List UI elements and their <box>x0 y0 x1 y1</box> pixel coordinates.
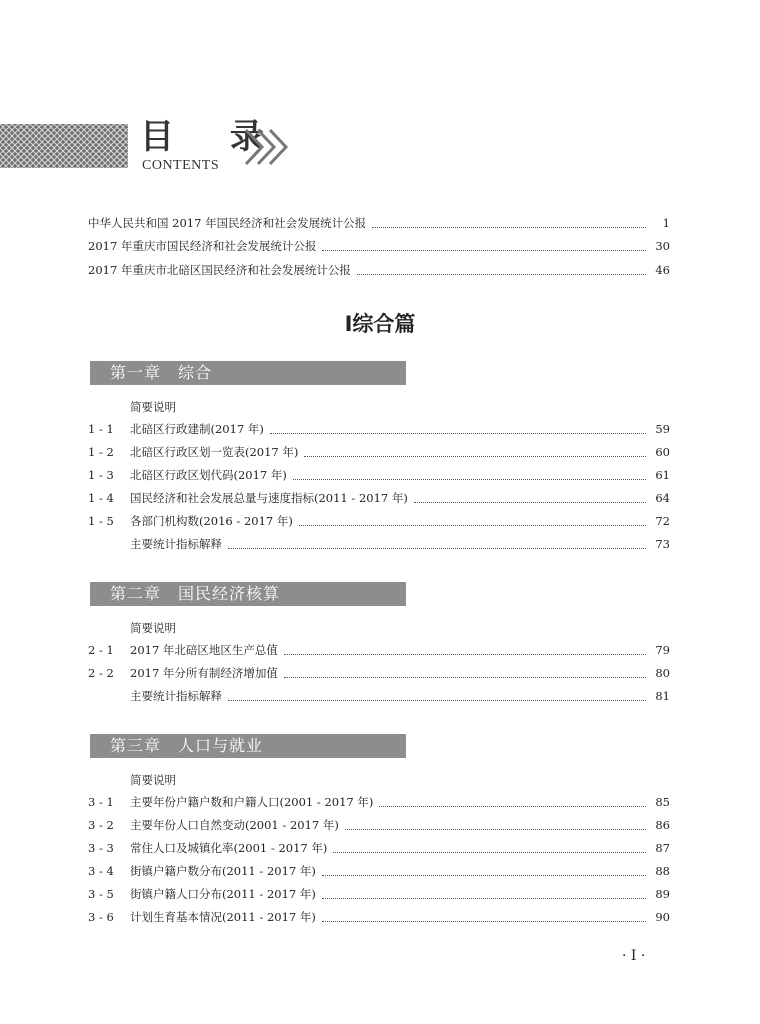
toc-entry-title: 常住人口及城镇化率(2001 - 2017 年) <box>130 841 328 855</box>
dot-leader <box>304 448 646 457</box>
toc-entry[interactable] <box>88 444 670 460</box>
toc-entry-title: 主要年份人口自然变动(2001 - 2017 年) <box>130 818 339 832</box>
page-number-ref: 73 <box>655 537 670 551</box>
toc-entry-title: 2017 年重庆市国民经济和社会发展统计公报 <box>88 239 317 253</box>
chapter-intro[interactable]: 简要说明 <box>130 621 176 635</box>
page-number-ref: 90 <box>655 910 670 924</box>
table-number: 1 - 3 <box>88 468 114 482</box>
page-number-ref: 89 <box>655 887 670 901</box>
page-number-ref: 88 <box>655 864 670 878</box>
toc-entry-title: 中华人民共和国 2017 年国民经济和社会发展统计公报 <box>88 216 367 230</box>
toc-entry[interactable] <box>88 642 670 658</box>
chapter-heading[interactable]: 第三章 人口与就业 <box>90 734 406 758</box>
toc-entry[interactable] <box>88 490 670 506</box>
toc-entry-title: 国民经济和社会发展总量与速度指标(2011 - 2017 年) <box>130 491 408 505</box>
toc-entry[interactable] <box>88 840 670 856</box>
table-number: 1 - 4 <box>88 491 114 505</box>
table-number: 1 - 1 <box>88 422 114 436</box>
toc-entry[interactable] <box>88 238 670 254</box>
toc-entry-title: 2017 年分所有制经济增加值 <box>130 666 278 680</box>
toc-entry[interactable] <box>88 513 670 529</box>
dot-leader <box>284 646 646 655</box>
table-number: 1 - 5 <box>88 514 114 528</box>
toc-entry-title: 主要年份户籍户数和户籍人口(2001 - 2017 年) <box>130 795 374 809</box>
toc-entry[interactable] <box>88 863 670 879</box>
toc-heading: 目 录 <box>140 117 286 157</box>
section-title: Ⅰ综合篇 <box>344 312 416 336</box>
toc-entry[interactable] <box>88 262 670 278</box>
toc-entry-title: 街镇户籍人口分布(2011 - 2017 年) <box>130 887 316 901</box>
toc-entry[interactable] <box>130 536 670 552</box>
dot-leader <box>345 821 646 830</box>
dot-leader <box>379 798 646 807</box>
page-number-ref: 46 <box>655 263 670 277</box>
dot-leader <box>299 517 646 526</box>
page-number-ref: 80 <box>655 666 670 680</box>
dot-leader <box>357 266 646 275</box>
chapter-intro[interactable]: 简要说明 <box>130 773 176 787</box>
table-number: 3 - 3 <box>88 841 114 855</box>
dot-leader <box>228 692 646 701</box>
chapter-intro[interactable]: 简要说明 <box>130 400 176 414</box>
toc-entry-title: 主要统计指标解释 <box>130 537 222 551</box>
toc-entry[interactable] <box>88 909 670 925</box>
toc-entry[interactable] <box>88 817 670 833</box>
table-number: 3 - 5 <box>88 887 114 901</box>
table-number: 3 - 4 <box>88 864 114 878</box>
page-number-ref: 61 <box>655 468 670 482</box>
toc-entry[interactable] <box>88 794 670 810</box>
dot-leader <box>322 890 646 899</box>
toc-entry[interactable] <box>88 421 670 437</box>
page-number-ref: 64 <box>655 491 670 505</box>
table-number: 3 - 6 <box>88 910 114 924</box>
dot-leader <box>372 219 646 228</box>
toc-entry[interactable] <box>88 467 670 483</box>
dot-leader <box>333 844 646 853</box>
page-number-ref: 79 <box>655 643 670 657</box>
page-number-ref: 81 <box>655 689 670 703</box>
dot-leader <box>270 425 646 434</box>
toc-entry-title: 2017 年重庆市北碚区国民经济和社会发展统计公报 <box>88 263 351 277</box>
page-number-ref: 86 <box>655 818 670 832</box>
page-number: · Ⅰ · <box>622 948 646 964</box>
toc-entry-title: 北碚区行政区划一览表(2017 年) <box>130 445 299 459</box>
dot-leader <box>228 540 646 549</box>
toc-subheading: CONTENTS <box>142 158 220 173</box>
toc-entry-title: 各部门机构数(2016 - 2017 年) <box>130 514 293 528</box>
table-number: 2 - 2 <box>88 666 114 680</box>
table-number: 3 - 2 <box>88 818 114 832</box>
page-number-ref: 72 <box>655 514 670 528</box>
dot-leader <box>322 867 646 876</box>
toc-entry-title: 主要统计指标解释 <box>130 689 222 703</box>
table-number: 3 - 1 <box>88 795 114 809</box>
dot-leader <box>414 494 646 503</box>
toc-entry-title: 计划生育基本情况(2011 - 2017 年) <box>130 910 316 924</box>
chapter-heading[interactable]: 第二章 国民经济核算 <box>90 582 406 606</box>
toc-entry[interactable] <box>88 886 670 902</box>
dot-leader <box>322 913 646 922</box>
dot-leader <box>284 669 646 678</box>
toc-entry[interactable] <box>130 688 670 704</box>
chevrons-icon <box>244 126 294 168</box>
page-number-ref: 87 <box>655 841 670 855</box>
dot-leader <box>322 242 646 251</box>
toc-entry-title: 北碚区行政区划代码(2017 年) <box>130 468 287 482</box>
table-number: 1 - 2 <box>88 445 114 459</box>
chapter-heading[interactable]: 第一章 综合 <box>90 361 406 385</box>
toc-entry[interactable] <box>88 215 670 231</box>
toc-entry[interactable] <box>88 665 670 681</box>
page-number-ref: 59 <box>655 422 670 436</box>
page-number-ref: 30 <box>655 239 670 253</box>
page-number-ref: 85 <box>655 795 670 809</box>
header-pattern-band <box>0 124 128 168</box>
toc-entry-title: 北碚区行政建制(2017 年) <box>130 422 264 436</box>
toc-entry-title: 街镇户籍户数分布(2011 - 2017 年) <box>130 864 316 878</box>
table-number: 2 - 1 <box>88 643 114 657</box>
page-number-ref: 1 <box>662 216 670 230</box>
page-number-ref: 60 <box>655 445 670 459</box>
dot-leader <box>293 471 646 480</box>
toc-entry-title: 2017 年北碚区地区生产总值 <box>130 643 278 657</box>
